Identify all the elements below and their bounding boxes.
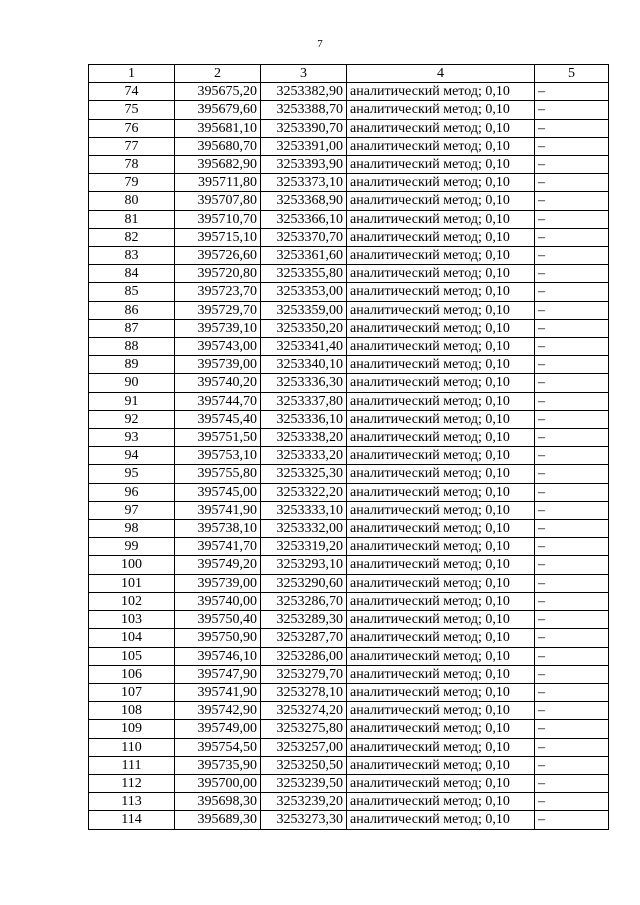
y-coordinate: 3253286,70	[261, 592, 347, 610]
y-coordinate: 3253274,20	[261, 702, 347, 720]
table-row	[89, 702, 609, 720]
y-coordinate: 3253293,10	[261, 556, 347, 574]
x-coordinate: 395741,70	[175, 538, 261, 556]
note-dash: –	[535, 592, 609, 610]
table-row	[89, 137, 609, 155]
note-dash: –	[535, 556, 609, 574]
note-dash: –	[535, 338, 609, 356]
point-number: 95	[89, 465, 175, 483]
x-coordinate: 395747,90	[175, 665, 261, 683]
y-coordinate: 3253355,80	[261, 265, 347, 283]
table-row	[89, 319, 609, 337]
point-number: 84	[89, 265, 175, 283]
x-coordinate: 395741,90	[175, 501, 261, 519]
point-number: 75	[89, 101, 175, 119]
method-accuracy: аналитический метод; 0,10	[347, 629, 535, 647]
table-row	[89, 629, 609, 647]
method-accuracy: аналитический метод; 0,10	[347, 665, 535, 683]
y-coordinate: 3253336,10	[261, 410, 347, 428]
point-number: 90	[89, 374, 175, 392]
note-dash: –	[535, 465, 609, 483]
method-accuracy: аналитический метод; 0,10	[347, 283, 535, 301]
table-row	[89, 665, 609, 683]
table-row	[89, 465, 609, 483]
table-row	[89, 447, 609, 465]
y-coordinate: 3253353,00	[261, 283, 347, 301]
point-number: 99	[89, 538, 175, 556]
table-row	[89, 556, 609, 574]
method-accuracy: аналитический метод; 0,10	[347, 192, 535, 210]
y-coordinate: 3253340,10	[261, 356, 347, 374]
y-coordinate: 3253333,10	[261, 501, 347, 519]
point-number: 106	[89, 665, 175, 683]
method-accuracy: аналитический метод; 0,10	[347, 228, 535, 246]
point-number: 89	[89, 356, 175, 374]
y-coordinate: 3253278,10	[261, 683, 347, 701]
point-number: 109	[89, 720, 175, 738]
y-coordinate: 3253319,20	[261, 538, 347, 556]
method-accuracy: аналитический метод; 0,10	[347, 520, 535, 538]
note-dash: –	[535, 429, 609, 447]
x-coordinate: 395750,90	[175, 629, 261, 647]
note-dash: –	[535, 192, 609, 210]
column-header-1: 1	[89, 65, 175, 83]
point-number: 108	[89, 702, 175, 720]
y-coordinate: 3253322,20	[261, 483, 347, 501]
x-coordinate: 395739,10	[175, 319, 261, 337]
note-dash: –	[535, 665, 609, 683]
x-coordinate: 395741,90	[175, 683, 261, 701]
y-coordinate: 3253250,50	[261, 756, 347, 774]
table-row	[89, 83, 609, 101]
method-accuracy: аналитический метод; 0,10	[347, 101, 535, 119]
point-number: 103	[89, 611, 175, 629]
method-accuracy: аналитический метод; 0,10	[347, 301, 535, 319]
method-accuracy: аналитический метод; 0,10	[347, 647, 535, 665]
table-row	[89, 283, 609, 301]
method-accuracy: аналитический метод; 0,10	[347, 210, 535, 228]
y-coordinate: 3253359,00	[261, 301, 347, 319]
note-dash: –	[535, 811, 609, 829]
point-number: 97	[89, 501, 175, 519]
y-coordinate: 3253390,70	[261, 119, 347, 137]
table-row	[89, 228, 609, 246]
y-coordinate: 3253257,00	[261, 738, 347, 756]
method-accuracy: аналитический метод; 0,10	[347, 774, 535, 792]
table-row	[89, 720, 609, 738]
method-accuracy: аналитический метод; 0,10	[347, 574, 535, 592]
table-header-row	[89, 65, 609, 83]
point-number: 105	[89, 647, 175, 665]
method-accuracy: аналитический метод; 0,10	[347, 410, 535, 428]
note-dash: –	[535, 574, 609, 592]
y-coordinate: 3253336,30	[261, 374, 347, 392]
table-row	[89, 392, 609, 410]
note-dash: –	[535, 738, 609, 756]
y-coordinate: 3253333,20	[261, 447, 347, 465]
note-dash: –	[535, 265, 609, 283]
point-number: 87	[89, 319, 175, 337]
point-number: 74	[89, 83, 175, 101]
note-dash: –	[535, 793, 609, 811]
note-dash: –	[535, 611, 609, 629]
page-number: 7	[317, 38, 323, 50]
y-coordinate: 3253279,70	[261, 665, 347, 683]
method-accuracy: аналитический метод; 0,10	[347, 738, 535, 756]
point-number: 76	[89, 119, 175, 137]
y-coordinate: 3253370,70	[261, 228, 347, 246]
x-coordinate: 395720,80	[175, 265, 261, 283]
point-number: 81	[89, 210, 175, 228]
table-row	[89, 374, 609, 392]
point-number: 92	[89, 410, 175, 428]
x-coordinate: 395726,60	[175, 247, 261, 265]
y-coordinate: 3253338,20	[261, 429, 347, 447]
x-coordinate: 395723,70	[175, 283, 261, 301]
x-coordinate: 395740,20	[175, 374, 261, 392]
y-coordinate: 3253325,30	[261, 465, 347, 483]
note-dash: –	[535, 629, 609, 647]
x-coordinate: 395729,70	[175, 301, 261, 319]
y-coordinate: 3253393,90	[261, 156, 347, 174]
point-number: 104	[89, 629, 175, 647]
column-header-3: 3	[261, 65, 347, 83]
x-coordinate: 395679,60	[175, 101, 261, 119]
y-coordinate: 3253290,60	[261, 574, 347, 592]
method-accuracy: аналитический метод; 0,10	[347, 702, 535, 720]
note-dash: –	[535, 119, 609, 137]
x-coordinate: 395707,80	[175, 192, 261, 210]
x-coordinate: 395700,00	[175, 774, 261, 792]
point-number: 110	[89, 738, 175, 756]
x-coordinate: 395738,10	[175, 520, 261, 538]
method-accuracy: аналитический метод; 0,10	[347, 338, 535, 356]
note-dash: –	[535, 83, 609, 101]
point-number: 91	[89, 392, 175, 410]
note-dash: –	[535, 374, 609, 392]
table-body	[89, 83, 609, 829]
table-row	[89, 356, 609, 374]
y-coordinate: 3253361,60	[261, 247, 347, 265]
method-accuracy: аналитический метод; 0,10	[347, 501, 535, 519]
x-coordinate: 395745,00	[175, 483, 261, 501]
table-row	[89, 301, 609, 319]
method-accuracy: аналитический метод; 0,10	[347, 611, 535, 629]
note-dash: –	[535, 702, 609, 720]
method-accuracy: аналитический метод; 0,10	[347, 429, 535, 447]
point-number: 80	[89, 192, 175, 210]
method-accuracy: аналитический метод; 0,10	[347, 247, 535, 265]
note-dash: –	[535, 538, 609, 556]
x-coordinate: 395749,00	[175, 720, 261, 738]
table-row	[89, 101, 609, 119]
x-coordinate: 395755,80	[175, 465, 261, 483]
point-number: 112	[89, 774, 175, 792]
point-number: 113	[89, 793, 175, 811]
note-dash: –	[535, 774, 609, 792]
x-coordinate: 395754,50	[175, 738, 261, 756]
column-header-5: 5	[535, 65, 609, 83]
point-number: 94	[89, 447, 175, 465]
x-coordinate: 395753,10	[175, 447, 261, 465]
method-accuracy: аналитический метод; 0,10	[347, 156, 535, 174]
x-coordinate: 395682,90	[175, 156, 261, 174]
note-dash: –	[535, 720, 609, 738]
method-accuracy: аналитический метод; 0,10	[347, 319, 535, 337]
x-coordinate: 395742,90	[175, 702, 261, 720]
point-number: 98	[89, 520, 175, 538]
table-row	[89, 611, 609, 629]
method-accuracy: аналитический метод; 0,10	[347, 392, 535, 410]
table-row	[89, 738, 609, 756]
note-dash: –	[535, 319, 609, 337]
note-dash: –	[535, 756, 609, 774]
note-dash: –	[535, 228, 609, 246]
table-row	[89, 119, 609, 137]
table-row	[89, 592, 609, 610]
table-row	[89, 483, 609, 501]
note-dash: –	[535, 301, 609, 319]
point-number: 78	[89, 156, 175, 174]
table-row	[89, 574, 609, 592]
x-coordinate: 395745,40	[175, 410, 261, 428]
y-coordinate: 3253366,10	[261, 210, 347, 228]
point-number: 86	[89, 301, 175, 319]
method-accuracy: аналитический метод; 0,10	[347, 756, 535, 774]
table-row	[89, 756, 609, 774]
x-coordinate: 395675,20	[175, 83, 261, 101]
y-coordinate: 3253391,00	[261, 137, 347, 155]
point-number: 114	[89, 811, 175, 829]
x-coordinate: 395711,80	[175, 174, 261, 192]
point-number: 83	[89, 247, 175, 265]
point-number: 100	[89, 556, 175, 574]
y-coordinate: 3253373,10	[261, 174, 347, 192]
y-coordinate: 3253337,80	[261, 392, 347, 410]
y-coordinate: 3253332,00	[261, 520, 347, 538]
method-accuracy: аналитический метод; 0,10	[347, 683, 535, 701]
column-header-2: 2	[175, 65, 261, 83]
table-row	[89, 410, 609, 428]
table-row	[89, 538, 609, 556]
table-row	[89, 265, 609, 283]
x-coordinate: 395746,10	[175, 647, 261, 665]
x-coordinate: 395698,30	[175, 793, 261, 811]
table-row	[89, 338, 609, 356]
note-dash: –	[535, 483, 609, 501]
point-number: 96	[89, 483, 175, 501]
point-number: 82	[89, 228, 175, 246]
y-coordinate: 3253239,50	[261, 774, 347, 792]
note-dash: –	[535, 247, 609, 265]
point-number: 111	[89, 756, 175, 774]
point-number: 85	[89, 283, 175, 301]
note-dash: –	[535, 356, 609, 374]
x-coordinate: 395710,70	[175, 210, 261, 228]
y-coordinate: 3253275,80	[261, 720, 347, 738]
method-accuracy: аналитический метод; 0,10	[347, 447, 535, 465]
table-row	[89, 683, 609, 701]
y-coordinate: 3253388,70	[261, 101, 347, 119]
method-accuracy: аналитический метод; 0,10	[347, 592, 535, 610]
table-row	[89, 156, 609, 174]
x-coordinate: 395739,00	[175, 356, 261, 374]
y-coordinate: 3253350,20	[261, 319, 347, 337]
method-accuracy: аналитический метод; 0,10	[347, 720, 535, 738]
method-accuracy: аналитический метод; 0,10	[347, 374, 535, 392]
x-coordinate: 395735,90	[175, 756, 261, 774]
method-accuracy: аналитический метод; 0,10	[347, 811, 535, 829]
note-dash: –	[535, 174, 609, 192]
note-dash: –	[535, 210, 609, 228]
method-accuracy: аналитический метод; 0,10	[347, 793, 535, 811]
coordinates-table	[88, 64, 609, 830]
method-accuracy: аналитический метод; 0,10	[347, 265, 535, 283]
x-coordinate: 395744,70	[175, 392, 261, 410]
x-coordinate: 395715,10	[175, 228, 261, 246]
method-accuracy: аналитический метод; 0,10	[347, 556, 535, 574]
point-number: 102	[89, 592, 175, 610]
note-dash: –	[535, 101, 609, 119]
note-dash: –	[535, 392, 609, 410]
method-accuracy: аналитический метод; 0,10	[347, 174, 535, 192]
x-coordinate: 395689,30	[175, 811, 261, 829]
table-row	[89, 174, 609, 192]
y-coordinate: 3253341,40	[261, 338, 347, 356]
point-number: 79	[89, 174, 175, 192]
method-accuracy: аналитический метод; 0,10	[347, 483, 535, 501]
note-dash: –	[535, 520, 609, 538]
point-number: 77	[89, 137, 175, 155]
y-coordinate: 3253289,30	[261, 611, 347, 629]
method-accuracy: аналитический метод; 0,10	[347, 119, 535, 137]
table-row	[89, 793, 609, 811]
table-row	[89, 774, 609, 792]
y-coordinate: 3253273,30	[261, 811, 347, 829]
table-row	[89, 501, 609, 519]
table-row	[89, 520, 609, 538]
x-coordinate: 395680,70	[175, 137, 261, 155]
x-coordinate: 395749,20	[175, 556, 261, 574]
method-accuracy: аналитический метод; 0,10	[347, 538, 535, 556]
y-coordinate: 3253382,90	[261, 83, 347, 101]
method-accuracy: аналитический метод; 0,10	[347, 137, 535, 155]
x-coordinate: 395750,40	[175, 611, 261, 629]
method-accuracy: аналитический метод; 0,10	[347, 83, 535, 101]
table-row	[89, 192, 609, 210]
note-dash: –	[535, 156, 609, 174]
note-dash: –	[535, 647, 609, 665]
x-coordinate: 395751,50	[175, 429, 261, 447]
y-coordinate: 3253287,70	[261, 629, 347, 647]
x-coordinate: 395743,00	[175, 338, 261, 356]
table-row	[89, 811, 609, 829]
table-row	[89, 210, 609, 228]
note-dash: –	[535, 283, 609, 301]
note-dash: –	[535, 137, 609, 155]
x-coordinate: 395740,00	[175, 592, 261, 610]
point-number: 88	[89, 338, 175, 356]
y-coordinate: 3253239,20	[261, 793, 347, 811]
note-dash: –	[535, 410, 609, 428]
method-accuracy: аналитический метод; 0,10	[347, 356, 535, 374]
table-row	[89, 647, 609, 665]
x-coordinate: 395681,10	[175, 119, 261, 137]
table-row	[89, 247, 609, 265]
y-coordinate: 3253286,00	[261, 647, 347, 665]
note-dash: –	[535, 683, 609, 701]
note-dash: –	[535, 501, 609, 519]
x-coordinate: 395739,00	[175, 574, 261, 592]
point-number: 101	[89, 574, 175, 592]
point-number: 107	[89, 683, 175, 701]
point-number: 93	[89, 429, 175, 447]
y-coordinate: 3253368,90	[261, 192, 347, 210]
column-header-4: 4	[347, 65, 535, 83]
method-accuracy: аналитический метод; 0,10	[347, 465, 535, 483]
table-row	[89, 429, 609, 447]
note-dash: –	[535, 447, 609, 465]
